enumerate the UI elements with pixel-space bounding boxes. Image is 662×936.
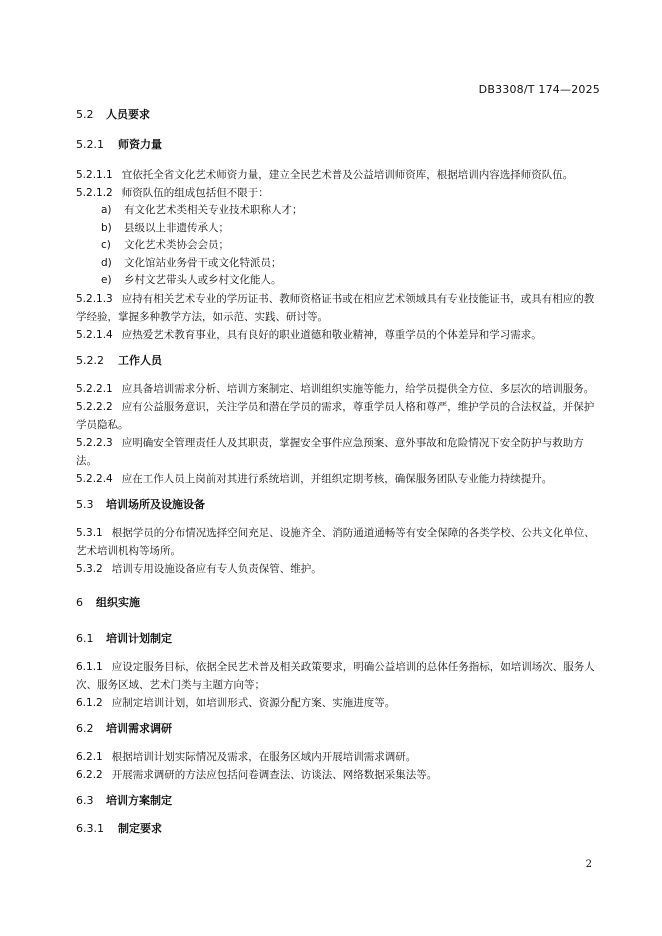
paragraph-text: 应有公益服务意识，关注学员和潜在学员的需求，尊重学员人格和尊严，维护学员的合法权益，并保护学员隐私。: [76, 400, 595, 431]
paragraph-5-3-2: [76, 560, 600, 578]
paragraph-number: 6.2.1: [76, 750, 103, 763]
paragraph-number: 5.2.1.4: [76, 328, 113, 341]
paragraph-text: 师资队伍的组成包括但不限于：: [121, 187, 269, 199]
paragraph-text: 应设定服务目标，依据全民艺术普及相关政策要求，明确公益培训的总体任务指标，如培训场次、服务人次、服务区域、艺术门类与主题方向等；: [76, 660, 595, 691]
paragraph-6-2-2: [76, 766, 600, 784]
heading-number: 5.2: [76, 108, 94, 121]
paragraph-number: 6.1.2: [76, 696, 103, 709]
page-content: [76, 106, 600, 842]
paragraph-5-2-1-2: [76, 184, 600, 202]
paragraph-number: 5.2.2.2: [76, 400, 113, 413]
list-marker: e): [101, 274, 112, 286]
list-item: [76, 272, 600, 290]
heading-title: 工作人员: [118, 353, 162, 367]
heading-title: 组织实施: [96, 595, 140, 609]
list-text: 乡村文艺带头人或乡村文化能人。: [124, 274, 282, 286]
heading-5-2-1: [76, 136, 600, 158]
list-marker: a): [101, 204, 112, 216]
paragraph-5-2-1-4: [76, 326, 600, 344]
list-item: [76, 237, 600, 255]
paragraph-number: 6.2.2: [76, 768, 103, 781]
heading-number: 5.2.2: [76, 353, 104, 367]
paragraph-text: 应具备培训需求分析、培训方案制定、培训组织实施等能力，给学员提供全方位、多层次的培训服务。: [121, 382, 595, 395]
list-marker: c): [101, 239, 111, 251]
heading-number: 5.2.1: [76, 138, 104, 151]
paragraph-6-1-1: [76, 658, 600, 694]
paragraph-number: 5.2.1.3: [76, 292, 113, 305]
list-item: [76, 255, 600, 273]
paragraph-5-2-2-1: [76, 380, 600, 398]
list-text: 文化馆站业务骨干或文化特派员；: [124, 256, 282, 269]
paragraph-5-2-1-3: [76, 290, 600, 326]
heading-number: 6.1: [76, 631, 94, 645]
paragraph-text: 宜依托全省文化艺术师资力量，建立全民艺术普及公益培训师资库，根据培训内容选择师资队伍。: [121, 169, 574, 181]
paragraph-number: 5.2.1.1: [76, 169, 113, 181]
heading-6-2: [76, 720, 600, 742]
paragraph-text: 应持有相关艺术专业的学历证书、教师资格证书或在相应艺术领域具有专业技能证书，或具有相应的教学经验，掌握多种教学方法，如示范、实践、研讨等。: [76, 292, 595, 323]
list-text: 县级以上非遗传承人；: [124, 221, 229, 234]
heading-5-2: [76, 106, 600, 128]
paragraph-text: 根据培训计划实际情况及需求，在服务区域内开展培训需求调研。: [111, 750, 417, 763]
paragraph-text: 根据学员的分布情况选择空间充足、设施齐全、消防通道通畅等有安全保障的各类学校、公共文化单位、艺术培训机构等场所。: [76, 526, 595, 557]
heading-title: 师资力量: [118, 138, 162, 151]
paragraph-number: 6.1.1: [76, 660, 103, 673]
heading-6-3-1: [76, 820, 600, 842]
paragraph-number: 5.3.1: [76, 526, 103, 539]
heading-number: 6.3.1: [76, 821, 104, 835]
paragraph-5-2-2-3: [76, 434, 600, 470]
paragraph-5-2-2-4: [76, 470, 600, 488]
heading-title: 培训需求调研: [106, 721, 172, 735]
list-marker: d): [101, 256, 112, 269]
heading-5-2-2: [76, 352, 600, 374]
paragraph-5-2-2-2: [76, 398, 600, 434]
heading-number: 6: [76, 595, 83, 609]
heading-5-3: [76, 496, 600, 518]
paragraph-text: 开展需求调研的方法应包括问卷调查法、访谈法、网络数据采集法等。: [111, 768, 438, 781]
paragraph-number: 5.3.2: [76, 562, 103, 575]
heading-number: 6.2: [76, 721, 94, 735]
paragraph-text: 应制定培训计划，如培训形式、资源分配方案、实施进度等。: [111, 696, 396, 709]
heading-title: 人员要求: [106, 108, 150, 121]
page-number: 2: [585, 859, 592, 870]
heading-title: 培训方案制定: [106, 793, 172, 807]
paragraph-number: 5.2.2.3: [76, 436, 113, 449]
paragraph-text: 培训专用设施设备应有专人负责保管、维护。: [111, 562, 322, 575]
list-item: [76, 220, 600, 238]
heading-title: 制定要求: [118, 821, 162, 835]
list-text: 有文化艺术类相关专业技术职称人才；: [124, 204, 303, 216]
paragraph-number: 5.2.2.4: [76, 472, 113, 485]
paragraph-number: 5.2.2.1: [76, 382, 113, 395]
paragraph-6-2-1: [76, 748, 600, 766]
heading-title: 培训计划制定: [106, 631, 172, 645]
heading-number: 5.3: [76, 497, 94, 511]
paragraph-5-3-1: [76, 524, 600, 560]
list-text: 文化艺术类协会会员；: [124, 239, 229, 251]
paragraph-text: 应在工作人员上岗前对其进行系统培训，并组织定期考核，确保服务团队专业能力持续提升。: [121, 472, 553, 485]
paragraph-number: 5.2.1.2: [76, 187, 113, 199]
heading-title: 培训场所及设施设备: [106, 497, 205, 511]
heading-number: 6.3: [76, 793, 94, 807]
standard-code: DB3308/T 174—2025: [478, 83, 600, 96]
heading-6: [76, 594, 600, 616]
paragraph-5-2-1-1: [76, 166, 600, 184]
paragraph-text: 应明确安全管理责任人及其职责，掌握安全事件应急预案、意外事故和危险情况下安全防护与救助方法。: [76, 436, 584, 467]
paragraph-text: 应热爱艺术教育事业，具有良好的职业道德和敬业精神，尊重学员的个体差异和学习需求。: [121, 328, 542, 341]
list-marker: b): [101, 221, 112, 234]
list-5-2-1-2: [76, 202, 600, 290]
heading-6-3: [76, 792, 600, 814]
paragraph-6-1-2: [76, 694, 600, 712]
list-item: [76, 202, 600, 220]
heading-6-1: [76, 630, 600, 652]
